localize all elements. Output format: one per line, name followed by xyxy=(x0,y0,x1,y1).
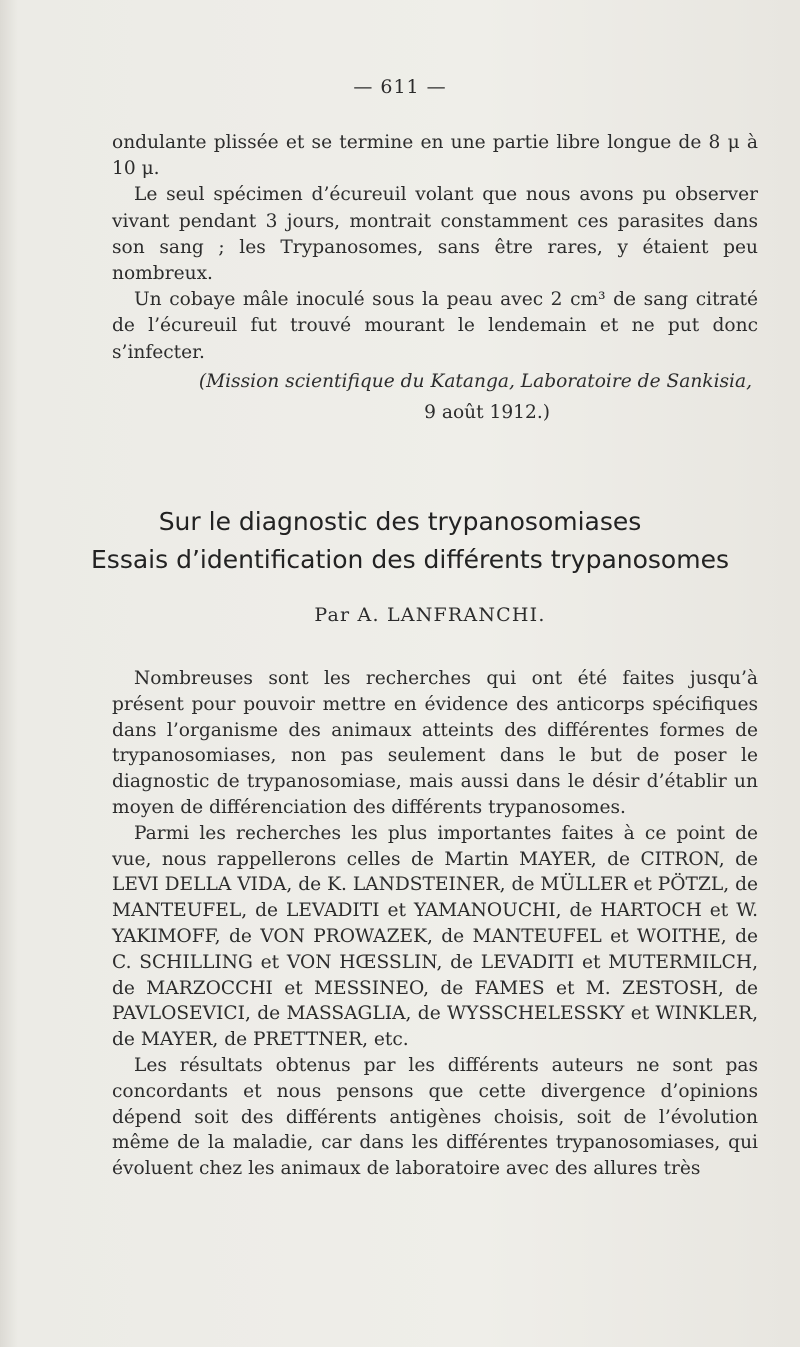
paragraph: Un cobaye mâle inoculé sous la peau avec 2 cm³ de sang citraté de l’écureuil fut trouvé mourant le lendemain et ne put donc s’infecter. xyxy=(112,289,758,363)
citation xyxy=(112,366,752,428)
article-subtitle: Essais d’identification des différents trypanosomes xyxy=(91,545,729,574)
article-body xyxy=(112,666,758,1182)
paragraph: Le seul spécimen d’écureuil volant que nous avons pu observer vivant pendant 3 jours, montrait constamment ces parasites dans son sang ; les Trypanosomes, sans être rares, y étaient peu nombreux. xyxy=(112,184,758,285)
paragraph: Les résultats obtenus par les différents auteurs ne sont pas concordants et nous pensons que cette divergence d’opinions dépend soit des différents antigènes choisis, soit de l’évolution même de la maladie, car dans les différentes trypanosomiases, qui évoluent chez les animaux de laboratoire avec des allures très xyxy=(112,1054,758,1180)
citation-date: 9 août 1912.) xyxy=(424,402,550,423)
article-author: Par A. LANFRANCHI. xyxy=(314,604,546,626)
page-number: — 611 — xyxy=(353,76,447,98)
intro-text xyxy=(112,130,758,366)
article-title: Sur le diagnostic des trypanosomiases xyxy=(158,507,642,536)
paragraph: Parmi les recherches les plus importantes faites à ce point de vue, nous rappellerons celles de Martin MAYER, de CITRON, de LEVI DELLA VIDA, de K. LANDSTEINER, de MÜLLER et PÖTZL, de MANTEUFEL, de LEVADITI et YAMANOUCHI, de HARTOCH et W. YAKIMOFF, de VON PROWAZEK, de MANTEUFEL et WOITHE, de C. SCHILLING et VON HŒSSLIN, de LEVADITI et MUTERMILCH, de MARZOCCHI et MESSINEO, de FAMES et M. ZESTOSH, de PAVLOSEVICI, de MASSAGLIA, de WYSSCHELESSKY et WINKLER, de MAYER, de PRETTNER, etc. xyxy=(112,822,758,1051)
citation-line: (Mission scientifique du Katanga, Laboratoire de Sankisia, xyxy=(198,371,752,392)
paragraph: Nombreuses sont les recherches qui ont été faites jusqu’à présent pour pouvoir mettre en évidence des anticorps spécifiques dans l’organisme des animaux atteints des différentes formes de trypanosomiases, non pas seulement dans le but de poser le diagnostic de trypanosomiase, mais aussi dans le désir d’établir un moyen de différenciation des différents trypanosomes. xyxy=(112,668,758,818)
paragraph: ondulante plissée et se termine en une partie libre longue de 8 μ à 10 μ. xyxy=(112,132,758,180)
